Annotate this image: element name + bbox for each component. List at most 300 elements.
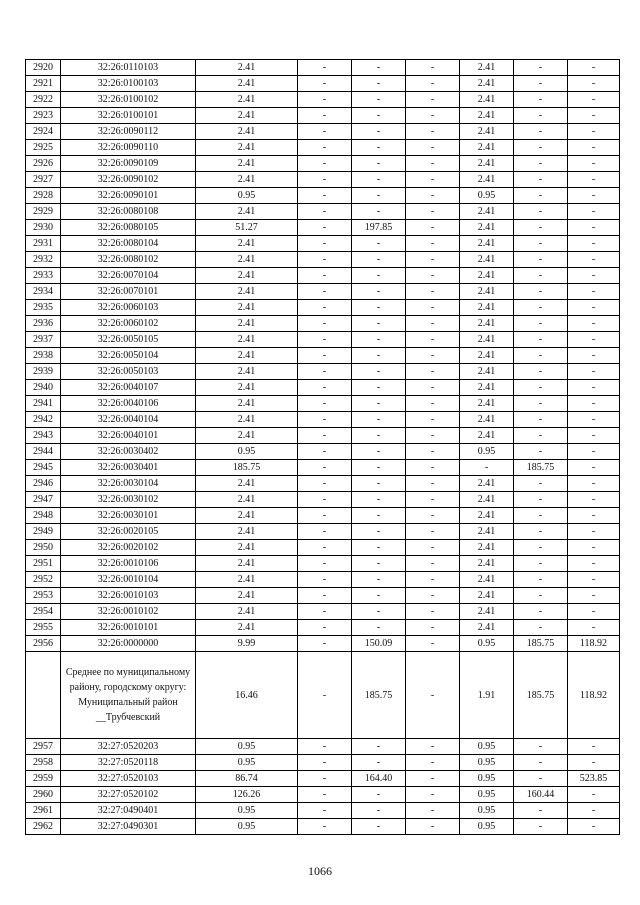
table-cell: - bbox=[352, 396, 406, 412]
table-cell: 185.75 bbox=[352, 652, 406, 739]
table-cell: 2.41 bbox=[460, 380, 514, 396]
table-cell: 32:27:0520203 bbox=[61, 739, 196, 755]
table-cell: 0.95 bbox=[196, 444, 298, 460]
table-row bbox=[26, 252, 620, 268]
table-cell: - bbox=[406, 220, 460, 236]
table-cell: - bbox=[298, 60, 352, 76]
table-cell: 185.75 bbox=[514, 636, 568, 652]
table-cell: 2.41 bbox=[196, 284, 298, 300]
table-cell: - bbox=[352, 508, 406, 524]
table-cell: 0.95 bbox=[196, 188, 298, 204]
table-cell: 0.95 bbox=[460, 636, 514, 652]
table-cell: 0.95 bbox=[460, 739, 514, 755]
table-row bbox=[26, 819, 620, 835]
table-cell: - bbox=[406, 300, 460, 316]
table-cell: 32:26:0030402 bbox=[61, 444, 196, 460]
table-cell: 185.75 bbox=[514, 460, 568, 476]
table-cell: - bbox=[568, 412, 620, 428]
table-cell: 32:27:0490301 bbox=[61, 819, 196, 835]
table-cell: - bbox=[568, 220, 620, 236]
table-cell: - bbox=[298, 348, 352, 364]
table-cell: - bbox=[568, 332, 620, 348]
table-cell: - bbox=[406, 108, 460, 124]
table-cell: - bbox=[514, 76, 568, 92]
table-cell: - bbox=[568, 540, 620, 556]
table-cell: - bbox=[514, 236, 568, 252]
table-cell: - bbox=[568, 803, 620, 819]
table-cell: 2.41 bbox=[460, 60, 514, 76]
table-cell: - bbox=[298, 572, 352, 588]
table-cell: 2929 bbox=[26, 204, 61, 220]
table-cell: 185.75 bbox=[514, 652, 568, 739]
table-cell: - bbox=[298, 540, 352, 556]
table-cell: - bbox=[406, 60, 460, 76]
table-cell: - bbox=[298, 380, 352, 396]
table-cell: - bbox=[406, 268, 460, 284]
table-cell: 2.41 bbox=[196, 300, 298, 316]
table-row bbox=[26, 492, 620, 508]
table-cell: - bbox=[568, 787, 620, 803]
table-cell: 32:26:0100103 bbox=[61, 76, 196, 92]
table-cell: - bbox=[406, 508, 460, 524]
table-cell: - bbox=[406, 236, 460, 252]
table-cell: 2932 bbox=[26, 252, 61, 268]
table-cell: - bbox=[406, 172, 460, 188]
table-cell: 2.41 bbox=[460, 588, 514, 604]
table-cell: 0.95 bbox=[460, 803, 514, 819]
table-cell: - bbox=[298, 604, 352, 620]
table-cell: 185.75 bbox=[196, 460, 298, 476]
table-cell: - bbox=[406, 284, 460, 300]
table-row bbox=[26, 284, 620, 300]
table-cell: 2930 bbox=[26, 220, 61, 236]
table-cell: 2.41 bbox=[460, 220, 514, 236]
summary-row bbox=[26, 652, 620, 739]
table-cell: - bbox=[514, 108, 568, 124]
table-cell: 2935 bbox=[26, 300, 61, 316]
table-cell: 32:26:0030102 bbox=[61, 492, 196, 508]
table-cell: - bbox=[568, 108, 620, 124]
table-cell: - bbox=[298, 771, 352, 787]
table-cell: 2941 bbox=[26, 396, 61, 412]
table-cell: - bbox=[298, 620, 352, 636]
table-cell: - bbox=[514, 92, 568, 108]
table-cell: 32:26:0050105 bbox=[61, 332, 196, 348]
table-cell: 2.41 bbox=[460, 204, 514, 220]
table-cell: - bbox=[298, 140, 352, 156]
table-cell: - bbox=[298, 739, 352, 755]
table-cell: - bbox=[352, 60, 406, 76]
table-cell: - bbox=[352, 252, 406, 268]
table-cell: 2953 bbox=[26, 588, 61, 604]
table-cell: 2924 bbox=[26, 124, 61, 140]
table-cell: - bbox=[568, 252, 620, 268]
table-cell: - bbox=[298, 284, 352, 300]
table-row bbox=[26, 108, 620, 124]
table-cell: - bbox=[514, 588, 568, 604]
table-cell: 32:26:0070101 bbox=[61, 284, 196, 300]
table-cell: - bbox=[568, 188, 620, 204]
table-cell: - bbox=[406, 636, 460, 652]
table-cell: - bbox=[352, 140, 406, 156]
table-cell: - bbox=[514, 556, 568, 572]
table-row bbox=[26, 76, 620, 92]
table-cell: - bbox=[352, 620, 406, 636]
table-cell: 2946 bbox=[26, 476, 61, 492]
table-cell: 2920 bbox=[26, 60, 61, 76]
table-cell: 118.92 bbox=[568, 636, 620, 652]
table-cell: 0.95 bbox=[196, 739, 298, 755]
table-cell: - bbox=[406, 140, 460, 156]
table-cell: 2949 bbox=[26, 524, 61, 540]
table-cell: - bbox=[514, 156, 568, 172]
table-cell: - bbox=[298, 204, 352, 220]
table-cell: 2.41 bbox=[460, 572, 514, 588]
table-cell: 2.41 bbox=[196, 524, 298, 540]
table-cell: 2923 bbox=[26, 108, 61, 124]
table-cell: - bbox=[298, 268, 352, 284]
table-cell: - bbox=[298, 787, 352, 803]
table-cell: 2931 bbox=[26, 236, 61, 252]
table-row bbox=[26, 460, 620, 476]
table-row bbox=[26, 204, 620, 220]
table-cell: 32:26:0040104 bbox=[61, 412, 196, 428]
table-cell: - bbox=[406, 188, 460, 204]
table-cell: 32:26:0090102 bbox=[61, 172, 196, 188]
table-cell: - bbox=[298, 156, 352, 172]
table-cell: 197.85 bbox=[352, 220, 406, 236]
table-cell: 2934 bbox=[26, 284, 61, 300]
table-cell: 2.41 bbox=[460, 92, 514, 108]
table-cell: - bbox=[298, 476, 352, 492]
table-cell: - bbox=[568, 492, 620, 508]
table-cell: 86.74 bbox=[196, 771, 298, 787]
table-cell: - bbox=[406, 588, 460, 604]
table-cell: - bbox=[568, 572, 620, 588]
table-cell: - bbox=[298, 803, 352, 819]
table-cell: 2.41 bbox=[196, 332, 298, 348]
table-cell: - bbox=[514, 252, 568, 268]
table-cell: 32:26:0060102 bbox=[61, 316, 196, 332]
table-cell: - bbox=[514, 476, 568, 492]
table-cell: 2.41 bbox=[460, 540, 514, 556]
table-cell: - bbox=[298, 524, 352, 540]
table-cell: 2942 bbox=[26, 412, 61, 428]
table-cell: - bbox=[568, 508, 620, 524]
table-cell: 2.41 bbox=[196, 556, 298, 572]
table-cell: 0.95 bbox=[460, 819, 514, 835]
table-cell: 2.41 bbox=[460, 284, 514, 300]
table-cell: 2.41 bbox=[196, 364, 298, 380]
table-cell: 2940 bbox=[26, 380, 61, 396]
table-cell: 2.41 bbox=[196, 236, 298, 252]
table-cell: - bbox=[514, 739, 568, 755]
table-cell: - bbox=[568, 76, 620, 92]
table-cell: - bbox=[352, 348, 406, 364]
table-cell: 2.41 bbox=[460, 316, 514, 332]
table-cell: 32:27:0520118 bbox=[61, 755, 196, 771]
table-cell: - bbox=[568, 172, 620, 188]
table-cell: 51.27 bbox=[196, 220, 298, 236]
table-cell: 2956 bbox=[26, 636, 61, 652]
table-cell: - bbox=[514, 348, 568, 364]
table-cell: 32:26:0010101 bbox=[61, 620, 196, 636]
table-cell: - bbox=[352, 108, 406, 124]
table-row bbox=[26, 380, 620, 396]
table-cell: 150.09 bbox=[352, 636, 406, 652]
table-cell: 2958 bbox=[26, 755, 61, 771]
table-row bbox=[26, 140, 620, 156]
table-cell: - bbox=[352, 604, 406, 620]
table-cell: - bbox=[514, 172, 568, 188]
table-row bbox=[26, 572, 620, 588]
table-cell: 2961 bbox=[26, 803, 61, 819]
table-cell: - bbox=[406, 652, 460, 739]
table-cell: - bbox=[298, 188, 352, 204]
table-cell: 32:26:0080102 bbox=[61, 252, 196, 268]
table-cell: 32:26:0050103 bbox=[61, 364, 196, 380]
table-cell: 2.41 bbox=[196, 380, 298, 396]
table-cell: 2959 bbox=[26, 771, 61, 787]
table-cell: 2.41 bbox=[460, 348, 514, 364]
table-cell: 2.41 bbox=[460, 604, 514, 620]
table-cell: - bbox=[352, 124, 406, 140]
table-cell: 2938 bbox=[26, 348, 61, 364]
table-row bbox=[26, 188, 620, 204]
table-cell: 2950 bbox=[26, 540, 61, 556]
table-cell: - bbox=[406, 444, 460, 460]
table-cell: 2.41 bbox=[196, 540, 298, 556]
table-cell: 2954 bbox=[26, 604, 61, 620]
table-cell: 32:27:0520102 bbox=[61, 787, 196, 803]
table-cell: 0.95 bbox=[196, 819, 298, 835]
table-cell: - bbox=[568, 156, 620, 172]
table-cell: - bbox=[514, 755, 568, 771]
table-cell: 2922 bbox=[26, 92, 61, 108]
table-cell: - bbox=[568, 124, 620, 140]
table-row bbox=[26, 220, 620, 236]
table-cell: 2939 bbox=[26, 364, 61, 380]
table-cell: 0.95 bbox=[196, 755, 298, 771]
table-cell: - bbox=[514, 428, 568, 444]
table-cell: 2.41 bbox=[460, 252, 514, 268]
table-cell: - bbox=[514, 220, 568, 236]
table-cell: - bbox=[514, 803, 568, 819]
table-cell: 2960 bbox=[26, 787, 61, 803]
table-cell: 32:26:0040106 bbox=[61, 396, 196, 412]
table-cell: - bbox=[352, 332, 406, 348]
table-cell: - bbox=[514, 332, 568, 348]
table-cell: - bbox=[298, 124, 352, 140]
table-cell: 16.46 bbox=[196, 652, 298, 739]
table-cell: 32:26:0110103 bbox=[61, 60, 196, 76]
table-cell: - bbox=[406, 620, 460, 636]
table-cell: - bbox=[298, 428, 352, 444]
table-cell: - bbox=[352, 588, 406, 604]
table-cell: - bbox=[352, 540, 406, 556]
table-cell: - bbox=[298, 236, 352, 252]
table-cell: 2.41 bbox=[196, 396, 298, 412]
table-cell: - bbox=[568, 60, 620, 76]
table-cell: - bbox=[298, 252, 352, 268]
table-cell: - bbox=[406, 803, 460, 819]
table-cell: - bbox=[352, 156, 406, 172]
table-cell: - bbox=[406, 492, 460, 508]
table-cell: 2.41 bbox=[460, 492, 514, 508]
table-row bbox=[26, 604, 620, 620]
table-cell: - bbox=[514, 204, 568, 220]
table-cell: - bbox=[406, 348, 460, 364]
table-cell: 32:26:0030401 bbox=[61, 460, 196, 476]
table-cell: - bbox=[514, 524, 568, 540]
table-cell: 2936 bbox=[26, 316, 61, 332]
table-cell: 2.41 bbox=[460, 140, 514, 156]
table-cell: 2962 bbox=[26, 819, 61, 835]
table-cell: 2921 bbox=[26, 76, 61, 92]
table-cell: 2.41 bbox=[460, 396, 514, 412]
table-cell: 32:26:0100101 bbox=[61, 108, 196, 124]
table-cell: 2.41 bbox=[196, 252, 298, 268]
table-cell: - bbox=[514, 284, 568, 300]
table-cell: 2952 bbox=[26, 572, 61, 588]
table-cell: 126.26 bbox=[196, 787, 298, 803]
table-cell: - bbox=[406, 92, 460, 108]
table-cell: 32:26:0030101 bbox=[61, 508, 196, 524]
table-cell: - bbox=[298, 396, 352, 412]
table-cell: - bbox=[568, 755, 620, 771]
table-cell: 32:26:0070104 bbox=[61, 268, 196, 284]
table-cell: - bbox=[514, 492, 568, 508]
table-row bbox=[26, 364, 620, 380]
table-cell: - bbox=[568, 444, 620, 460]
table-cell: - bbox=[406, 819, 460, 835]
table-cell: 2.41 bbox=[196, 92, 298, 108]
table-cell: - bbox=[298, 108, 352, 124]
table-cell: 2947 bbox=[26, 492, 61, 508]
table-cell: 2.41 bbox=[460, 108, 514, 124]
table-cell: 2.41 bbox=[196, 172, 298, 188]
table-cell: 2.41 bbox=[196, 348, 298, 364]
table-cell: - bbox=[406, 156, 460, 172]
table-cell: 2.41 bbox=[460, 524, 514, 540]
table-row bbox=[26, 540, 620, 556]
table-cell: - bbox=[352, 444, 406, 460]
table-cell: - bbox=[352, 188, 406, 204]
table-cell: 2.41 bbox=[460, 620, 514, 636]
table-cell: 160.44 bbox=[514, 787, 568, 803]
table-row bbox=[26, 236, 620, 252]
table-cell: - bbox=[298, 172, 352, 188]
table-cell: - bbox=[514, 508, 568, 524]
table-cell: 2.41 bbox=[460, 76, 514, 92]
table-cell: 2.41 bbox=[196, 140, 298, 156]
table-row bbox=[26, 172, 620, 188]
table-cell: 2928 bbox=[26, 188, 61, 204]
table-cell: - bbox=[514, 316, 568, 332]
table-row bbox=[26, 803, 620, 819]
table-cell: 2.41 bbox=[196, 412, 298, 428]
table-cell: - bbox=[352, 476, 406, 492]
table-cell: 1.91 bbox=[460, 652, 514, 739]
table-cell: - bbox=[514, 140, 568, 156]
table-cell: 32:26:0080105 bbox=[61, 220, 196, 236]
table-cell: 2.41 bbox=[460, 156, 514, 172]
table-cell: 2.41 bbox=[196, 492, 298, 508]
table-cell: - bbox=[514, 60, 568, 76]
table-cell: 2.41 bbox=[196, 108, 298, 124]
table-cell: - bbox=[568, 300, 620, 316]
table-row bbox=[26, 156, 620, 172]
table-cell: - bbox=[406, 787, 460, 803]
table-row bbox=[26, 396, 620, 412]
table-cell: - bbox=[298, 588, 352, 604]
table-cell: 2927 bbox=[26, 172, 61, 188]
table-cell: - bbox=[514, 124, 568, 140]
table-cell: 2926 bbox=[26, 156, 61, 172]
table-cell: - bbox=[568, 284, 620, 300]
table-cell: 118.92 bbox=[568, 652, 620, 739]
table-cell: 2.41 bbox=[196, 588, 298, 604]
table-row bbox=[26, 755, 620, 771]
table-cell: 2.41 bbox=[460, 412, 514, 428]
table-cell: 2944 bbox=[26, 444, 61, 460]
table-cell: - bbox=[352, 524, 406, 540]
table-row bbox=[26, 620, 620, 636]
table-body bbox=[26, 60, 620, 835]
table-cell: - bbox=[568, 524, 620, 540]
table-cell: - bbox=[298, 76, 352, 92]
table-cell: - bbox=[406, 540, 460, 556]
table-row bbox=[26, 444, 620, 460]
cadastral-value-table bbox=[25, 59, 620, 835]
table-cell: 164.40 bbox=[352, 771, 406, 787]
table-row bbox=[26, 771, 620, 787]
table-cell: - bbox=[514, 380, 568, 396]
table-cell: - bbox=[298, 556, 352, 572]
table-cell: - bbox=[514, 396, 568, 412]
table-cell: 2.41 bbox=[196, 476, 298, 492]
table-cell: - bbox=[568, 476, 620, 492]
table-cell: - bbox=[352, 236, 406, 252]
table-cell: - bbox=[514, 364, 568, 380]
table-cell: - bbox=[568, 204, 620, 220]
table-cell: - bbox=[568, 604, 620, 620]
table-cell: - bbox=[352, 316, 406, 332]
table-cell: - bbox=[568, 620, 620, 636]
table-cell: 2945 bbox=[26, 460, 61, 476]
table-cell: - bbox=[352, 460, 406, 476]
table-cell: - bbox=[514, 604, 568, 620]
table-cell: - bbox=[298, 460, 352, 476]
table-row bbox=[26, 588, 620, 604]
table-cell: - bbox=[352, 755, 406, 771]
table-cell: - bbox=[514, 412, 568, 428]
table-cell: 2.41 bbox=[196, 572, 298, 588]
table-cell: - bbox=[298, 412, 352, 428]
table-cell: - bbox=[406, 364, 460, 380]
table-cell: 0.95 bbox=[460, 755, 514, 771]
table-cell: - bbox=[514, 771, 568, 787]
table-cell: 2.41 bbox=[460, 300, 514, 316]
table-cell: 2.41 bbox=[196, 316, 298, 332]
table-cell: 2925 bbox=[26, 140, 61, 156]
table-cell: 2.41 bbox=[460, 124, 514, 140]
table-cell: 32:26:0090109 bbox=[61, 156, 196, 172]
table-cell: - bbox=[352, 204, 406, 220]
table-cell: - bbox=[406, 412, 460, 428]
table-cell: - bbox=[406, 316, 460, 332]
table-cell: - bbox=[352, 819, 406, 835]
